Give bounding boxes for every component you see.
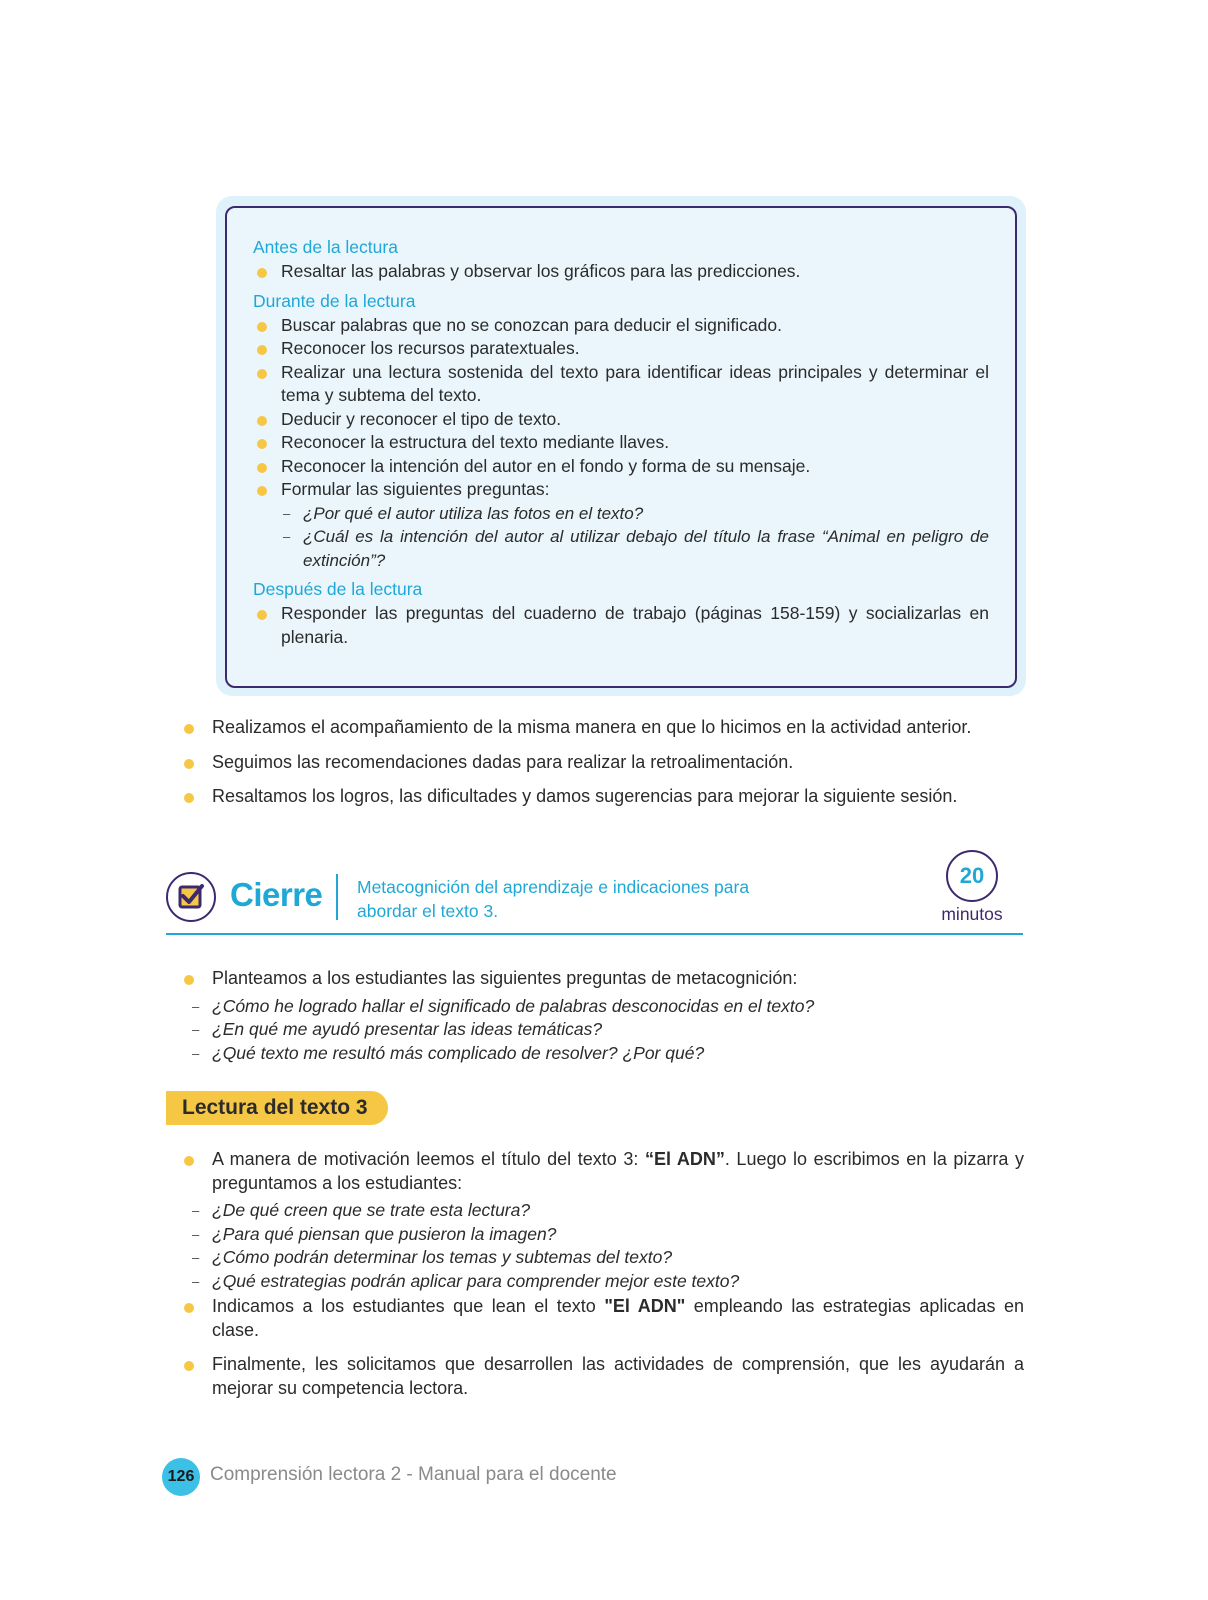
before-reading-list — [253, 260, 989, 284]
list-item: Realizamos el acompañamiento de la misma manera en que lo hicimos en la actividad anterior. — [178, 716, 1024, 740]
after-reading-title: Después de la lectura — [253, 579, 423, 599]
metacognition-section — [178, 967, 1024, 1065]
list-item: Deducir y reconocer el tipo de texto. — [253, 408, 989, 432]
page-number: 126 — [162, 1458, 200, 1496]
list-item: Reconocer la estructura del texto mediante llaves. — [253, 431, 989, 455]
checkbox-icon — [166, 872, 216, 922]
question-item: – ¿Para qué piensan que pusieron la imagen? — [190, 1223, 1024, 1247]
list-item-bold: "El ADN" — [604, 1296, 686, 1316]
after-reading-list — [253, 602, 989, 649]
lectura-list — [178, 1148, 1024, 1195]
question-list — [281, 502, 989, 573]
footer-title: Comprensión lectora 2 - Manual para el docente — [210, 1464, 617, 1485]
before-reading-title: Antes de la lectura — [253, 237, 398, 257]
list-item: Realizar una lectura sostenida del texto para identificar ideas principales y determinar el tema y subtema del texto. — [253, 361, 989, 408]
list-item — [178, 967, 1024, 991]
list-item — [253, 478, 989, 572]
timer-unit: minutos — [941, 904, 1003, 924]
question-list — [190, 995, 1024, 1066]
cierre-title: Cierre — [230, 876, 323, 913]
list-item — [178, 1295, 1024, 1342]
list-item: Resaltamos los logros, las dificultades y damos sugerencias para mejorar la siguiente sesión. — [178, 785, 1024, 809]
list-item-text: A manera de motivación leemos el título del texto 3: — [212, 1149, 645, 1169]
cierre-rule — [166, 933, 1023, 935]
list-item: Seguimos las recomendaciones dadas para realizar la retroalimentación. — [178, 751, 1024, 775]
question-list — [190, 1199, 1024, 1293]
question-item: – ¿Qué texto me resultó más complicado de resolver? ¿Por qué? — [190, 1042, 1024, 1066]
list-item: Reconocer los recursos paratextuales. — [253, 337, 989, 361]
cierre-description: Metacognición del aprendizaje e indicaciones para abordar el texto 3. — [357, 877, 750, 921]
lectura-section — [178, 1148, 1024, 1400]
cierre-divider — [336, 874, 338, 920]
list-item-text: empleando las estrategias aplicadas en clase. — [212, 1296, 1024, 1340]
lectura-badge: Lectura del texto 3 — [166, 1091, 388, 1125]
question-item: – ¿Cuál es la intención del autor al utilizar debajo del título la frase “Animal en peligro de extinción”? — [281, 525, 989, 572]
question-item: – ¿Cómo podrán determinar los temas y subtemas del texto? — [190, 1246, 1024, 1270]
list-item: Reconocer la intención del autor en el fondo y forma de su mensaje. — [253, 455, 989, 479]
list-item-text: Indicamos a los estudiantes que lean el texto — [212, 1296, 605, 1316]
question-item: – ¿De qué creen que se trate esta lectura? — [190, 1199, 1024, 1223]
strategy-box — [225, 206, 1017, 688]
list-item: Resaltar las palabras y observar los gráficos para las predicciones. — [253, 260, 989, 284]
question-item: – ¿Qué estrategias podrán aplicar para comprender mejor este texto? — [190, 1270, 1024, 1294]
metacognition-list — [178, 967, 1024, 991]
follow-up-list — [178, 716, 1024, 809]
question-item: – ¿Cómo he logrado hallar el significado de palabras desconocidas en el texto? — [190, 995, 1024, 1019]
during-reading-list — [253, 314, 989, 573]
list-item — [178, 1148, 1024, 1195]
list-item-text: Planteamos a los estudiantes las siguientes preguntas de metacognición: — [212, 968, 798, 988]
question-item: – ¿En qué me ayudó presentar las ideas temáticas? — [190, 1018, 1024, 1042]
question-item: – ¿Por qué el autor utiliza las fotos en el texto? — [281, 502, 989, 526]
during-reading-title: Durante de la lectura — [253, 290, 416, 311]
list-item-bold: “El ADN” — [644, 1149, 725, 1169]
list-item-text: Formular las siguientes preguntas: — [281, 479, 550, 499]
list-item-text: . Luego lo escribimos en la pizarra y preguntamos a los estudiantes: — [212, 1149, 1024, 1193]
lectura-list-continued — [178, 1295, 1024, 1400]
follow-up-section — [178, 716, 1024, 809]
list-item: Finalmente, les solicitamos que desarrollen las actividades de comprensión, que les ayudarán a mejorar su competencia lectora. — [178, 1353, 1024, 1400]
timer-value: 20 — [959, 863, 985, 888]
list-item: Buscar palabras que no se conozcan para deducir el significado. — [253, 314, 989, 338]
timer-icon — [946, 850, 998, 902]
list-item: Responder las preguntas del cuaderno de trabajo (páginas 158-159) y socializarlas en plenaria. — [253, 602, 989, 649]
checkbox-icon-graphic — [168, 874, 214, 920]
